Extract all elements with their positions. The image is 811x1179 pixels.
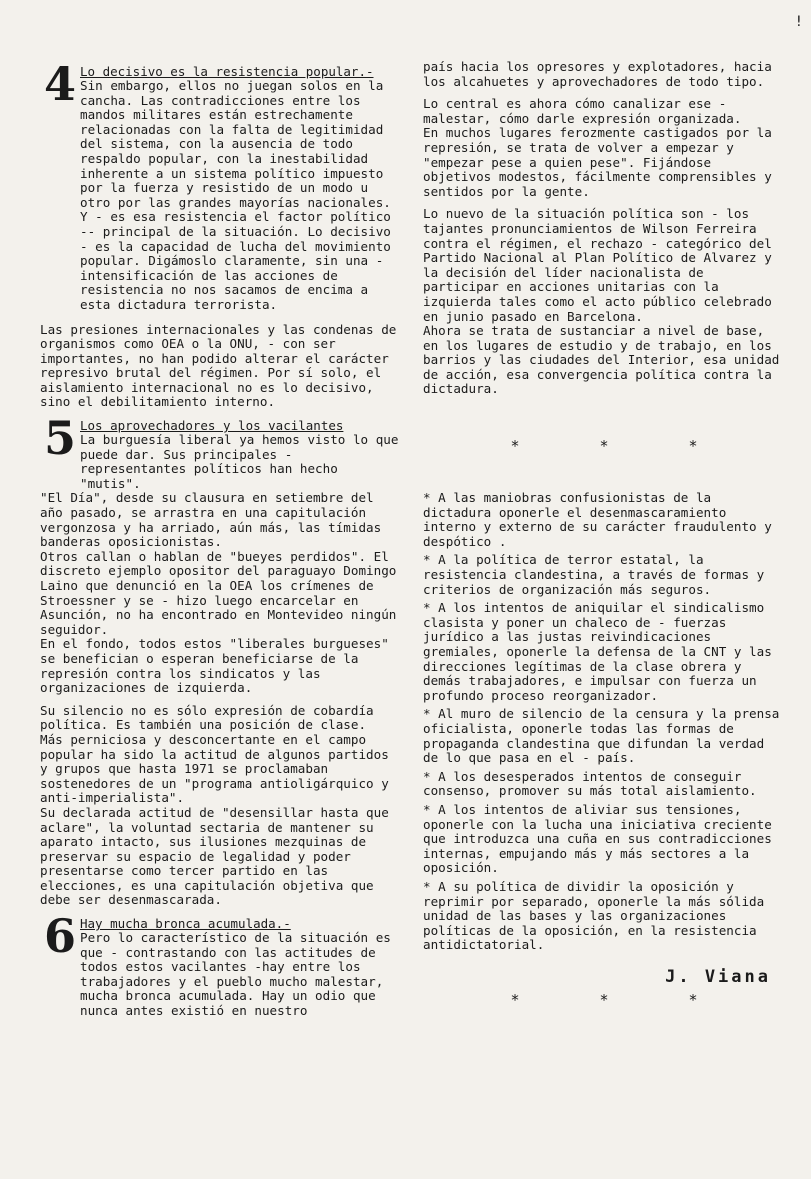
- section-4-header: [40, 57, 400, 323]
- list-item: * A la política de terror estatal, la resistencia clandestina, a través de formas y criterios de organización más seguros.: [423, 552, 765, 597]
- section-5-paragraph-1: La burguesía liberal ya hemos visto lo que puede dar. Sus principales - representantes políticos han hecho "mutis".: [80, 432, 399, 491]
- section-5-paragraph-3: Otros callan o hablan de "bueyes perdidos". El discreto ejemplo opositor del paraguayo Domingo Laino que denunció en la OEA los crímenes de Stroessner y se - hizo luego encarcelar en Asunción, no ha encontrado en Montevideo ningún seguidor.: [40, 548, 397, 637]
- star: *: [688, 990, 698, 1009]
- list-item: * Al muro de silencio de la censura y la prensa oficialista, oponerle todas las formas de propaganda clandestina que difundan la verdad de lo que pasa en el - país.: [423, 706, 780, 766]
- star: *: [599, 990, 609, 1009]
- star: *: [510, 990, 520, 1009]
- star: *: [599, 437, 609, 456]
- demands-list: [423, 491, 785, 953]
- section-divider-stars: [423, 437, 785, 455]
- section-6-heading: Hay mucha bronca acumulada.-: [80, 916, 291, 932]
- section-5-paragraph-2: "El Día", desde su clausura en setiembre del año pasado, se arrastra en una capitulación vergonzosa y ha arriado, aún más, las tímidas banderas oposicionistas.: [40, 490, 382, 550]
- section-4-heading: Lo decisivo es la resistencia popular.-: [80, 64, 374, 79]
- list-item: * A las maniobras confusionistas de la dictadura oponerle el desenmascaramiento interno y externo de su carácter fraudulento y despótico .: [423, 490, 772, 549]
- star: *: [510, 437, 520, 456]
- section-6-paragraph-1: Pero lo característico de la situación es que - contrastando con las actitudes de todos estos vacilantes -hay entre los trabajadores y el pueblo mucho malestar, mucha bronca acumulada. Hay un odio que nunca antes existió en nuestro: [80, 930, 391, 1019]
- section-5-paragraph-4: En el fondo, todos estos "liberales burgueses" se benefician o esperan beneficiarse de la represión contra los sindicatos y las organizaciones de izquierda.: [40, 636, 389, 696]
- end-stars: [423, 991, 785, 1009]
- section-5-header: [40, 411, 400, 491]
- section-4-paragraph-2: Las presiones internacionales y las condenas de organismos como OEA o la ONU, - con ser importantes, no han podido alterar el carácter represivo brutal del régimen. Por sí solo, el aislamiento internacional no es lo decisivo, sino el debilitamiento interno.: [40, 321, 397, 410]
- section-5-paragraph-6: Más perniciosa y desconcertante en el campo popular ha sido la actitud de algunos partidos y grupos que hasta 1971 se proclamaban sostenedores de un "programa antioligárquico y anti-imperialista".: [40, 731, 389, 806]
- section-6-header: [40, 909, 400, 1027]
- section-5-paragraph-5: Su silencio no es sólo expresión de cobardía política. Es también una posición de clase.: [40, 702, 374, 733]
- right-paragraph-4: Lo nuevo de la situación política son - los tajantes pronunciamientos de Wilson Ferreira contra el régimen, el rechazo - categórico del Partido Nacional al Plan Político de Alvarez y la decisión del líder nacionalista de participar en acciones unitarias con la izquierda tales como el acto público celebrado en junio pasado en Barcelona.: [423, 206, 772, 324]
- list-item: * A los desesperados intentos de conseguir consenso, promover su más total aislamiento.: [423, 768, 757, 799]
- section-5-number: 5: [43, 411, 76, 466]
- section-5-heading: Los aprovechadores y los vacilantes: [80, 418, 344, 434]
- list-item: * A su política de dividir la oposición y reprimir por separado, oponerle la más sólida unidad de las bases y las organizaciones políticas de la oposición, en la resistencia antidictatorial.: [423, 878, 765, 953]
- right-column: [423, 60, 785, 1019]
- right-paragraph-1: país hacia los opresores y explotadores, hacia los alcahuetes y aprovechadores de todo tipo.: [423, 59, 772, 89]
- left-column: [40, 58, 400, 1027]
- section-4-paragraph-1: Sin embargo, ellos no juegan solos en la cancha. Las contradicciones entre los mandos militares están estrechamente relacionadas con la falta de legitimidad del sistema, con la ausencia de todo respaldo popular, con la inestabilidad inherente a un sistema político impuesto por la fuerza y resistido de un modo u otro por las grandes mayorías nacionales. Y - es esa resistencia el factor político -- principal de la situación. Lo decisivo - es la capacidad de lucha del movimiento popular. Digámoslo claramente, sin una - intensificación de las acciones de resistencia no nos sacamos de encima a esta dictadura terrorista.: [80, 78, 391, 312]
- list-item: * A los intentos de aliviar sus tensiones, oponerle con la lucha una iniciativa creciente que introduzca una cuña en sus contradicciones internas, empujando más y más sectores a la oposición.: [423, 801, 772, 876]
- right-paragraph-2: Lo central es ahora cómo canalizar ese - malestar, cómo darle expresión organizada.: [423, 96, 742, 126]
- author-signature: J. Viana: [665, 966, 771, 987]
- list-item: * A los intentos de aniquilar el sindicalismo clasista y poner un chaleco de - fuerzas jurídico a las justas reivindicaciones gremiales, oponerle la defensa de la CNT y las direcciones legítimas de la clase obrera y demás trabajadores, e impulsar con fuerza un profundo proceso reorganizador.: [423, 600, 772, 703]
- section-6-number: 6: [43, 909, 76, 964]
- right-paragraph-3: En muchos lugares ferozmente castigados por la represión, se trata de volver a empezar y "empezar pese a quien pese". Fijándose objetivos modestos, fácilmente comprensibles y sentidos por la gente.: [423, 125, 772, 199]
- section-5-paragraph-7: Su declarada actitud de "desensillar hasta que aclare", la voluntad sectaria de mantener su aparato intacto, sus ilusiones mezquinas de preservar su espacio de legalidad y poder presentarse como tercer partido en las elecciones, es una capitulación objetiva que debe ser desenmascarada.: [40, 804, 389, 908]
- page-mark: !: [794, 14, 803, 30]
- right-paragraph-5: Ahora se trata de sustanciar a nivel de base, en los lugares de estudio y de trabajo, en los barrios y las ciudades del Interior, esa unidad de acción, esa convergencia política contra la dictadura.: [423, 323, 780, 397]
- section-4-number: 4: [43, 57, 76, 111]
- star: *: [688, 437, 698, 456]
